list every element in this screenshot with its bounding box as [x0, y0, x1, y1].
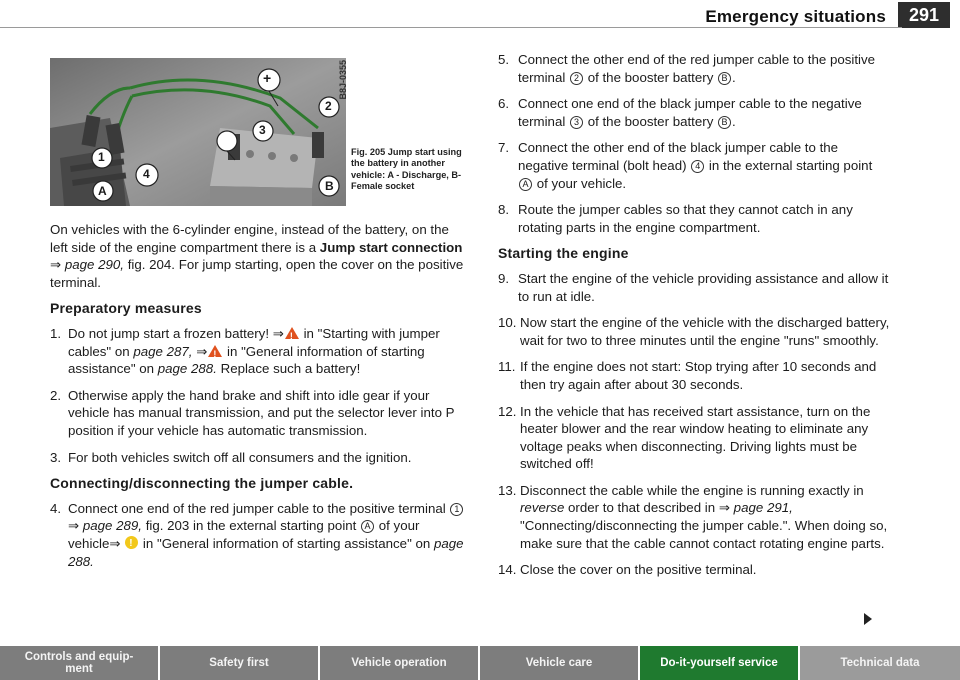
- page-header: [0, 0, 960, 32]
- tab-do-it-yourself-service[interactable]: Do-it-yourself service: [640, 646, 800, 680]
- item-text: order to that described in ⇒: [564, 500, 734, 516]
- intro-paragraph: [50, 221, 466, 291]
- item-text: of your vehicle⇒: [68, 518, 420, 551]
- item-text: fig. 203 in the external starting point: [142, 518, 361, 534]
- item-number: 1.: [50, 325, 62, 341]
- item-text: Start the engine of the vehicle providing assistance and allow it to run at idle.: [518, 270, 889, 304]
- callout-2: 2: [325, 99, 332, 113]
- intro-bold: Jump start connection: [319, 239, 463, 255]
- list-item: [498, 561, 890, 579]
- item-text: Connect one end of the red jumper cable to the positive terminal: [68, 500, 450, 516]
- tab-safety-first[interactable]: Safety first: [160, 646, 320, 680]
- item-text: of the booster battery: [584, 69, 718, 85]
- item-text: In the vehicle that has received start assistance, turn on the heater blower and the rear window heating to eliminate any voltage peaks when disconnecting. Driving lights must be switched off!: [520, 403, 871, 472]
- heading-preparatory: Preparatory measures: [50, 300, 202, 317]
- item-text: ⇒: [68, 518, 83, 534]
- item-number: 2.: [50, 387, 62, 403]
- section-title: Emergency situations: [705, 7, 886, 26]
- item-number: 11.: [498, 359, 516, 375]
- item-text: Do not jump start a frozen battery! ⇒: [68, 325, 284, 341]
- item-text: Replace such a battery!: [216, 361, 361, 377]
- item-number: 8.: [498, 202, 510, 218]
- callout-ref: B: [718, 72, 731, 85]
- list-item: [50, 387, 466, 440]
- header-rule: [0, 27, 902, 28]
- page-link[interactable]: page 288.: [68, 535, 464, 569]
- tab-vehicle-care[interactable]: Vehicle care: [480, 646, 640, 680]
- callout-A: A: [98, 184, 107, 198]
- tab-controls-and-equipment[interactable]: Controls and equip- ment: [0, 646, 160, 680]
- item-text: Route the jumper cables so that they cannot catch in any rotating parts in the engine compartment.: [518, 202, 853, 235]
- callout-plus: +: [263, 70, 272, 86]
- list-item: [498, 201, 890, 236]
- intro-text-2: fig. 204. For jump starting, open the cover on the positive terminal.: [50, 257, 464, 290]
- list-item: [50, 500, 466, 570]
- item-number: 4.: [50, 500, 62, 516]
- item-text: of the booster battery: [584, 113, 718, 129]
- item-text: Now start the engine of the vehicle with the discharged battery, wait for two to three minutes until the engine "runs" smoothly.: [520, 315, 890, 348]
- page-link[interactable]: page 289,: [82, 518, 142, 534]
- warning-icon: [208, 345, 222, 357]
- info-icon: [125, 536, 138, 549]
- item-number: 9.: [498, 270, 510, 286]
- callout-ref: 2: [570, 72, 583, 85]
- item-text: .: [732, 69, 736, 85]
- left-column: [50, 221, 466, 579]
- item-number: 12.: [498, 403, 517, 419]
- list-item: [498, 358, 890, 393]
- item-number: 3.: [50, 449, 62, 465]
- item-text: Otherwise apply the hand brake and shift into idle gear if your vehicle has manual transmission, and put the selector lever into P position if your vehicle has automatic transmission.: [68, 387, 455, 438]
- callout-ref: A: [519, 178, 532, 191]
- figure-caption: Fig. 205 Jump start using the battery in another vehicle: A - Discharge, B- Female socket: [351, 147, 462, 192]
- page-link[interactable]: page 287,: [133, 343, 193, 359]
- right-column: [498, 51, 890, 588]
- item-text: Disconnect the cable while the engine is running exactly in: [520, 482, 864, 498]
- item-number: 13.: [498, 482, 517, 498]
- list-item: [50, 449, 466, 467]
- intro-text: On vehicles with the 6-cylinder engine, instead of the battery, on the left side of the engine compartment there is a: [50, 222, 449, 255]
- page-link[interactable]: ⇒ page 290,: [50, 257, 124, 273]
- callout-1: 1: [98, 150, 105, 164]
- item-text: Close the cover on the positive terminal.: [520, 562, 757, 578]
- item-number: 7.: [498, 140, 510, 156]
- item-text: For both vehicles switch off all consumers and the ignition.: [68, 449, 412, 465]
- item-text: of your vehicle.: [533, 175, 627, 191]
- item-text: .: [732, 113, 736, 129]
- list-item: [498, 51, 890, 86]
- item-text: in the external starting point: [705, 157, 873, 173]
- list-item: [50, 325, 466, 378]
- item-text: ⇒: [192, 343, 208, 359]
- callout-3: 3: [259, 123, 266, 137]
- footer-nav: [0, 646, 960, 680]
- continue-arrow-icon: [864, 613, 872, 625]
- callout-B: B: [325, 179, 334, 193]
- tab-vehicle-operation[interactable]: Vehicle operation: [320, 646, 480, 680]
- list-item: [498, 403, 890, 473]
- callout-4: 4: [143, 167, 150, 181]
- list-item: [498, 139, 890, 192]
- page-link[interactable]: page 291,: [733, 500, 793, 516]
- tab-technical-data[interactable]: Technical data: [800, 646, 960, 680]
- engine-bay-drawing: [50, 58, 346, 206]
- figure: [50, 58, 346, 206]
- item-text: If the engine does not start: Stop trying after 10 seconds and then try again after about 30 seconds.: [520, 359, 877, 392]
- heading-starting: Starting the engine: [498, 245, 629, 262]
- item-text: Connect the other end of the black jumper cable to the negative terminal (bolt head): [518, 140, 839, 173]
- warning-icon: [285, 327, 299, 339]
- item-number: 5.: [498, 52, 510, 67]
- list-item: [498, 270, 890, 305]
- callout-ref: 4: [691, 160, 704, 173]
- callout-ref: A: [361, 520, 374, 533]
- page-number: 291: [898, 2, 950, 28]
- item-emphasis: reverse: [520, 500, 565, 516]
- item-text: Connect one end of the black jumper cable to the negative terminal: [518, 96, 862, 129]
- item-text: "Connecting/disconnecting the jumper cable.". When doing so, make sure that the cable cannot contact rotating engine parts.: [520, 518, 888, 551]
- item-text: in "Starting with jumper cables" on: [68, 325, 440, 359]
- page-link[interactable]: page 288.: [157, 361, 217, 377]
- list-item: [498, 314, 890, 349]
- list-item: [498, 482, 890, 552]
- callout-ref: B: [718, 116, 731, 129]
- list-item: [498, 95, 890, 130]
- callout-ref: 1: [450, 503, 463, 516]
- figure-code: B8J-0355: [338, 60, 348, 100]
- item-number: 10.: [498, 315, 517, 331]
- item-number: 6.: [498, 96, 510, 112]
- item-number: 14.: [498, 562, 517, 578]
- item-text: in "General information of starting assistance" on: [68, 343, 425, 377]
- callout-ref: 3: [570, 116, 583, 129]
- heading-connecting: Connecting/disconnecting the jumper cable.: [50, 475, 354, 492]
- jump-start-illustration: [50, 58, 346, 206]
- item-text: in "General information of starting assistance" on: [139, 535, 434, 551]
- item-text: Connect the other end of the red jumper cable to the positive terminal: [518, 52, 876, 85]
